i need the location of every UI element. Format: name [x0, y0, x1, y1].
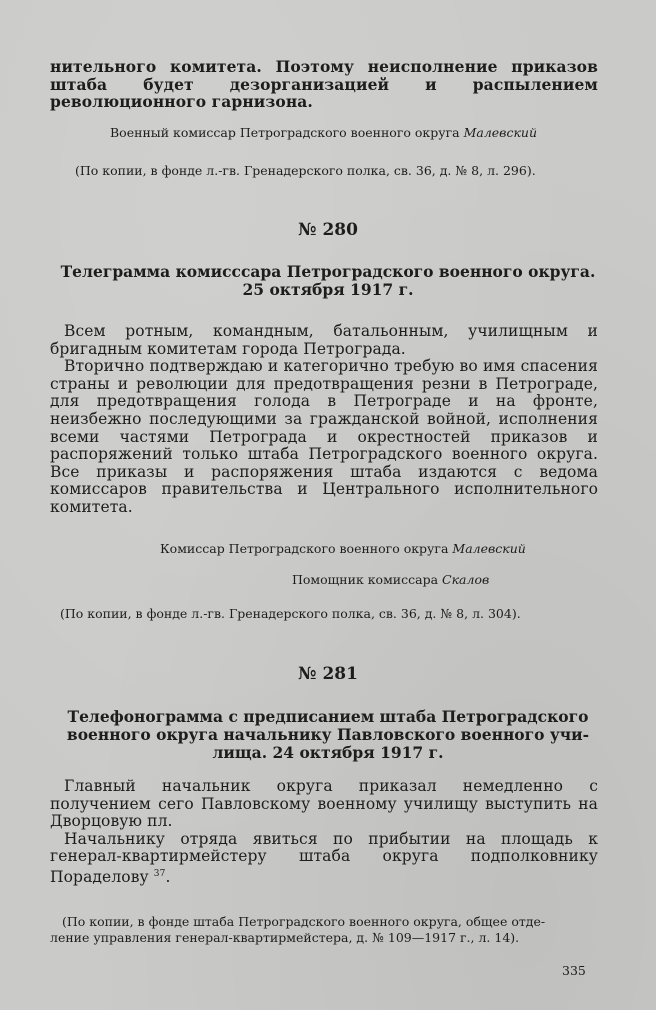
doc279-source-text: (По копии, в фонде л.-гв. Гренадерского полка, св. 36, д. № 8, л. 296).	[75, 163, 536, 178]
doc280-para1: Всем ротным, командным, батальонным, училищным и бригадным комитетам города Петрограда.	[50, 322, 598, 358]
doc280-title-line1: Телеграмма комисссара Петроградского военного округа.	[60, 262, 596, 281]
doc281-title-line3: лища. 24 октября 1917 г.	[212, 743, 444, 762]
doc281-para2	[50, 831, 598, 887]
doc280-source	[60, 606, 600, 622]
doc279-signature	[110, 125, 600, 141]
doc280-title-line2: 25 октября 1917 г.	[242, 280, 414, 299]
doc280-body	[50, 323, 598, 517]
doc281-number: № 281	[298, 664, 358, 684]
doc281-title	[30, 708, 626, 762]
doc279-signature-role: Военный комиссар Петроградского военного округа	[110, 125, 460, 140]
doc281-para2-end: .	[165, 868, 171, 887]
doc281-para1: Главный начальник округа приказал немедленно с получением сего Павловскому военному училищу выступить на Дворцовую пл.	[50, 777, 598, 831]
doc280-signature1-role: Комиссар Петроградского военного округа	[160, 541, 449, 556]
doc280-signature1-name: Малевский	[452, 541, 526, 556]
doc281-source	[50, 914, 600, 946]
doc281-para2-text: Начальнику отряда явиться по прибытии на площадь к генерал-квартирмейстеру штаба округа подполковнику Пораделову	[50, 829, 598, 887]
doc281-title-line1: Телефонограмма с предписанием штаба Петроградского	[67, 707, 589, 726]
doc280-signature2	[292, 572, 592, 588]
doc280-title	[30, 263, 626, 299]
doc281-source-line1: (По копии, в фонде штаба Петроградского военного округа, общее отде-	[62, 914, 546, 929]
doc280-signature2-role: Помощник комиссара	[292, 572, 439, 587]
footnote-ref: 37	[153, 868, 166, 879]
doc281-body	[50, 778, 598, 887]
doc279-source	[75, 163, 595, 179]
continuation-paragraph	[50, 58, 598, 111]
doc281-title-line2: военного округа начальнику Павловского военного учи-	[66, 725, 590, 744]
doc279-signature-name: Малевский	[463, 125, 538, 140]
doc280-number: № 280	[298, 220, 358, 240]
doc280-signature2-name: Скалов	[442, 572, 490, 587]
page-number: 335	[562, 963, 586, 978]
doc280-source-text: (По копии, в фонде л.-гв. Гренадерского полка, св. 36, д. № 8, л. 304).	[60, 606, 521, 621]
continuation-text: нительного комитета. Поэтому неисполнение приказов штаба будет дезорганизацией и распылением революционного гарнизона.	[50, 57, 598, 112]
doc281-source-line2: ление управления генерал-квартирмейстера, д. № 109—1917 г., л. 14).	[50, 930, 520, 945]
doc280-para2: Вторично подтверждаю и категорично требую во имя спасения страны и революции для предотвращения резни в Петрограде, для предотвращения голода в Петрограде и на фронте, неизбежно последующими за гражданской войной, исполнения всеми частями Петрограда и окрестностей приказов и распоряжений только штаба Петроградского военного округа. Все приказы и распоряжения штаба издаются с ведома комиссаров правительства и Центрального исполнительного комитета.	[50, 357, 598, 516]
doc280-signature1	[160, 541, 600, 557]
